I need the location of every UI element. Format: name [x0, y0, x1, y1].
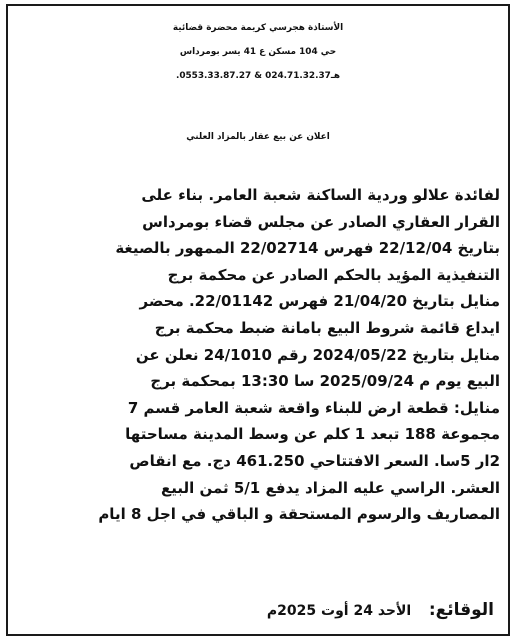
phones-prefix: هـ — [330, 71, 341, 81]
body-line: 2ار 5سا. السعر الافتتاحي 461.250 دج. مع انقاص — [129, 451, 500, 470]
publication-footer — [267, 600, 494, 620]
body-line: المصاريف والرسوم المستحقة و الباقي في اجل 8 ايام — [98, 505, 500, 524]
legal-notice — [6, 4, 510, 636]
body-line: منايل بتاريخ 2024/05/22 رقم 24/1010 نعلن عن — [135, 345, 500, 364]
body-line: مجموعة 188 تبعد 1 كلم عن وسط المدينة مساحتها — [125, 425, 500, 444]
body-line: العشر. الراسي عليه المزاد يدفع 5/1 ثمن البيع — [160, 478, 500, 497]
bailiff-address: حي 104 مسكن ع 41 يسر بومرداس — [179, 47, 337, 57]
bailiff-name: الأستاذة هجرسي كريمة محضرة قضائية — [172, 23, 344, 33]
body-line: القرار العقاري الصادر عن مجلس قضاء بومرداس — [142, 212, 500, 231]
body-line: ايداع قائمة شروط البيع بامانة ضبط محكمة برج — [154, 318, 500, 337]
notice-body — [8, 182, 508, 528]
phone-1: 024.71.32.37 — [265, 71, 331, 81]
body-line: لفائدة علالو وردية الساكنة شعبة العامر. بناء على — [141, 186, 500, 204]
phone-separator: & — [254, 71, 263, 81]
body-line: منايل: قطعة ارض للبناء واقعة شعبة العامر قسم 7 — [127, 398, 500, 417]
newspaper-name: الوقائع: — [428, 600, 494, 620]
bailiff-header — [8, 16, 508, 88]
body-line: البيع يوم م 2025/09/24 سا 13:30 بمحكمة برج — [150, 372, 500, 391]
body-line: بتاريخ 22/12/04 فهرس 22/02714 الممهور بالصيغة — [115, 239, 500, 258]
body-line: منايل بتاريخ 21/04/20 فهرس 22/01142. محضر — [139, 292, 500, 311]
phone-2: 0553.33.87.27 — [179, 71, 252, 81]
bailiff-phones: هـ024.71.32.37 & 0553.33.87.27. — [8, 64, 508, 88]
body-line: التنفيذية المؤيد بالحكم الصادر عن محكمة برج — [167, 265, 500, 284]
publication-date: الأحد 24 أوت 2025م — [266, 603, 412, 619]
notice-title: اعلان عن بيع عقار بالمزاد العلني — [186, 132, 330, 142]
